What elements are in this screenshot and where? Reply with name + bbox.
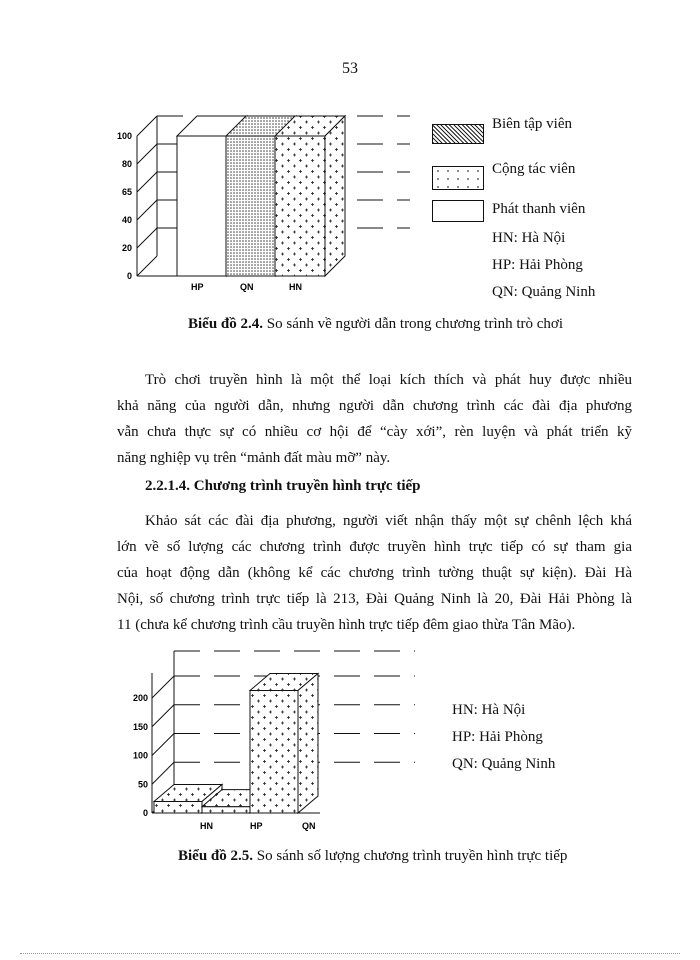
chart-2-y-tick: 200 [132, 693, 148, 703]
legend-swatch-editors [432, 124, 484, 144]
paragraph-1-line: Trò chơi truyền hình là một thể loại kích thích và phát huy được nhiều [145, 372, 632, 388]
chart-2-caption-label: Biểu đồ 2.5. [178, 848, 254, 864]
chart-2-x-tick-hp: HP [250, 821, 263, 831]
chart-2-gridline-diag [152, 734, 174, 756]
chart-1-x-tick-qn: QN [240, 282, 254, 292]
chart-1-x-tick-labels [191, 282, 302, 292]
legend-label-presenters: Phát thanh viên [492, 201, 586, 217]
chart-2-y-tick: 0 [142, 808, 148, 818]
paragraph-1-line: khả năng của người dẫn, nhưng người dẫn chương trình các đài địa phương [117, 398, 632, 414]
chart-1-y-tick: 100 [116, 131, 132, 141]
chart-1-y-tick: 0 [126, 271, 132, 281]
legend-label-collaborators: Cộng tác viên [492, 161, 576, 177]
chart-2-y-tick: 150 [132, 721, 148, 732]
legend-hn: HN: Hà Nội [492, 230, 566, 246]
chart-2-x-tick-qn: QN [302, 821, 316, 831]
chart-1-gridline-diag [137, 172, 157, 192]
chart-2-x-tick-hn: HN [200, 821, 213, 831]
legend-qn: QN: Quảng Ninh [492, 284, 596, 300]
legend-label-editors: Biên tập viên [492, 116, 572, 132]
paragraph-2-line: Nội, số chương trình trực tiếp là 213, Đài Quảng Ninh là 20, Đài Hải Phòng là [117, 591, 632, 607]
chart-1-y-tick: 80 [121, 159, 132, 169]
chart-2-legend-hp: HP: Hải Phòng [452, 729, 543, 745]
chart-1-gridline-diag [137, 200, 157, 220]
paragraph-2-line: lớn về số lượng các chương trình được truyền hình trực tiếp có sự tham gia [117, 539, 632, 555]
chart-2-gridline-diag [152, 705, 174, 727]
chart-1-y-tick: 20 [121, 243, 132, 253]
chart-1-gridline-diag [137, 116, 157, 136]
chart-2-4 [110, 108, 420, 303]
chart-2-caption [178, 848, 567, 865]
legend-swatch-collaborators [432, 166, 484, 190]
chart-2-x-tick-labels [200, 821, 316, 831]
paragraph-2 [117, 508, 632, 638]
chart-1-y-tick-labels [117, 131, 132, 281]
chart-2-gridline-diag [152, 676, 174, 698]
page-number: 53 [342, 60, 358, 77]
chart-2-bars [154, 674, 318, 813]
chart-2-y-tick: 50 [137, 779, 148, 790]
chart-1-y-tick: 65 [121, 187, 132, 197]
paragraph-1-line: năng nghiệp vụ trên “mảnh đất màu mỡ” này. [117, 450, 391, 466]
chart-1-gridline-diag [137, 144, 157, 164]
chart-1-bar-hn [275, 116, 345, 276]
chart-2-bar-qn [250, 674, 318, 813]
chart-1-x-tick-hp: HP [191, 282, 204, 292]
legend-swatch-presenters [432, 200, 484, 222]
chart-1-x-tick-hn: HN [289, 282, 302, 292]
chart-2-y-tick-labels [133, 693, 148, 818]
section-heading: 2.2.1.4. Chương trình truyền hình trực tiếp [145, 478, 421, 494]
chart-1-caption-text: So sánh về người dẫn trong chương trình trò chơi [263, 316, 564, 332]
chart-2-legend-hn: HN: Hà Nội [452, 702, 526, 718]
chart-1-caption [188, 316, 563, 333]
paragraph-1 [117, 367, 632, 471]
paragraph-2-line: 11 (chưa kể chương trình cầu truyền hình trực tiếp đêm giao thừa Tân Mão). [117, 617, 576, 633]
chart-2-gridline-diag [152, 762, 174, 784]
chart-2-legend-qn: QN: Quảng Ninh [452, 756, 556, 772]
chart-1-caption-label: Biểu đồ 2.4. [188, 316, 264, 332]
chart-2-5 [110, 643, 425, 838]
legend-hp: HP: Hải Phòng [492, 257, 583, 273]
chart-1-y-tick: 40 [121, 215, 132, 225]
paragraph-1-line: vẫn chưa thực sự có nhiều cơ hội để “cày xới”, rèn luyện và phát triển kỹ [117, 424, 632, 440]
page-bottom-rule [20, 953, 680, 954]
chart-2-y-tick: 100 [132, 750, 148, 761]
chart-2-caption-text: So sánh số lượng chương trình truyền hình trực tiếp [253, 848, 568, 864]
chart-1-gridline-diag [137, 228, 157, 248]
paragraph-2-line: của hoạt động dẫn (không kể các chương trình tường thuật sự kiện). Đài Hà [117, 565, 632, 581]
paragraph-2-line: Khảo sát các đài địa phương, người viết nhận thấy một sự chênh lệch khá [145, 513, 632, 529]
chart-1-bars [177, 116, 345, 276]
